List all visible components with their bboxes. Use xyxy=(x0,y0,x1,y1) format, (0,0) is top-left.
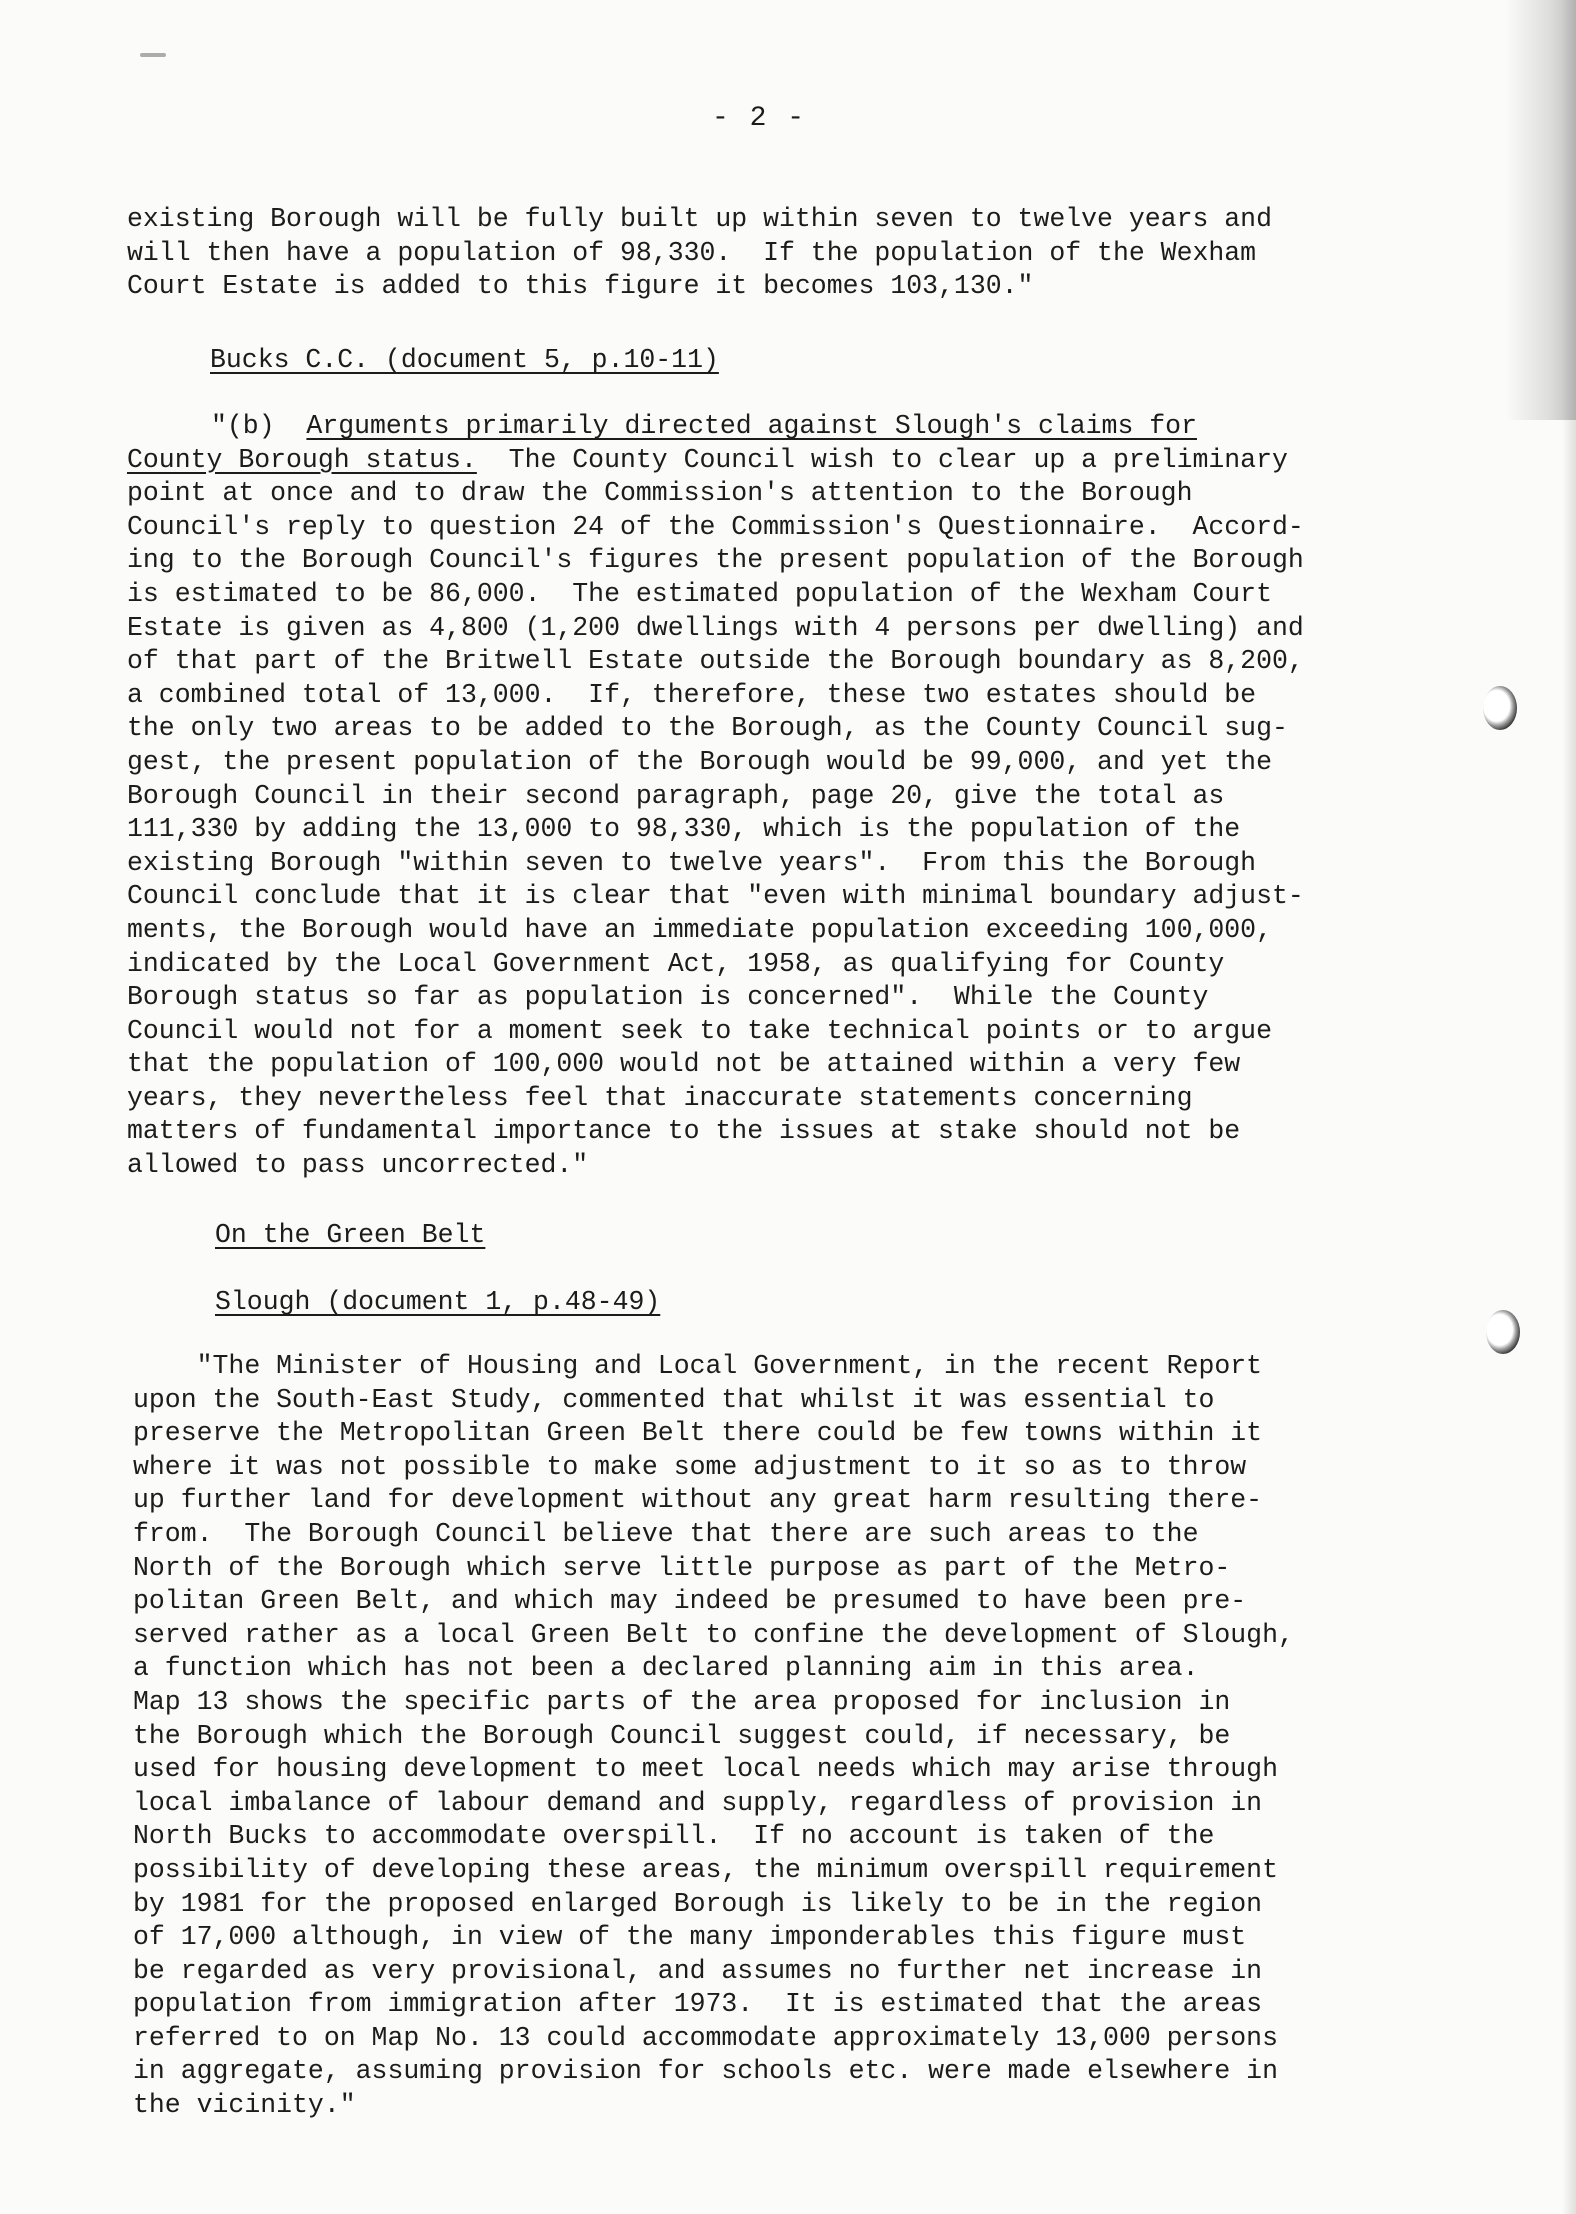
underlined-argument-title: Arguments primarily directed against Slough's claims for xyxy=(306,411,1197,441)
text-line: is estimated to be 86,000. The estimated population of the Wexham Court xyxy=(127,578,1272,609)
text-line: existing Borough "within seven to twelve years". From this the Borough xyxy=(127,847,1257,878)
text-line: allowed to pass uncorrected." xyxy=(127,1150,589,1181)
text-line: that the population of 100,000 would not be attained within a very few xyxy=(127,1049,1241,1080)
text-line: Borough status so far as population is concerned". While the County xyxy=(127,982,1209,1013)
text-line: a combined total of 13,000. If, therefore, these two estates should be xyxy=(127,679,1257,710)
ink-mark xyxy=(140,53,166,57)
underlined-status-phrase: County Borough status. xyxy=(127,444,477,475)
text-line: from. The Borough Council believe that there are such areas to the xyxy=(133,1518,1199,1549)
text-line: served rather as a local Green Belt to confine the development of Slough, xyxy=(133,1619,1294,1650)
slough-heading: Slough (document 1, p.48-49) xyxy=(215,1287,661,1317)
text-line: a function which has not been a declared planning aim in this area. xyxy=(133,1653,1199,1684)
text-line: point at once and to draw the Commission's attention to the Borough xyxy=(127,478,1193,509)
text-line: Council conclude that it is clear that "even with minimal boundary adjust- xyxy=(127,881,1304,912)
quote-line xyxy=(127,444,1304,478)
text-line: Map 13 shows the specific parts of the area proposed for inclusion in xyxy=(133,1686,1231,1717)
bucks-cc-heading: Bucks C.C. (document 5, p.10-11) xyxy=(210,345,719,375)
text-line: used for housing development to meet local needs which may arise through xyxy=(133,1754,1278,1785)
text-line: years, they nevertheless feel that inaccurate statements concerning xyxy=(127,1082,1193,1113)
text-line: politan Green Belt, and which may indeed be presumed to have been pre- xyxy=(133,1586,1247,1617)
quote-line-rest: The County Council wish to clear up a preliminary xyxy=(476,444,1288,475)
text-line: population from immigration after 1973. It is estimated that the areas xyxy=(133,1989,1263,2020)
bucks-cc-quote xyxy=(127,410,1304,1183)
text-line: up further land for development without any great harm resulting there- xyxy=(133,1485,1263,1516)
text-line: gest, the present population of the Borough would be 99,000, and yet the xyxy=(127,746,1272,777)
text-line: Council's reply to question 24 of the Commission's Questionnaire. Accord- xyxy=(127,511,1304,542)
text-line: be regarded as very provisional, and assumes no further net increase in xyxy=(133,1955,1263,1986)
text-line: 111,330 by adding the 13,000 to 98,330, which is the population of the xyxy=(127,814,1241,845)
text-line: of that part of the Britwell Estate outside the Borough boundary as 8,200, xyxy=(127,646,1304,677)
text-line: existing Borough will be fully built up within seven to twelve years and xyxy=(127,204,1272,234)
text-line: North Bucks to accommodate overspill. If no account is taken of the xyxy=(133,1821,1215,1852)
text-line: indicated by the Local Government Act, 1958, as qualifying for County xyxy=(127,948,1225,979)
text-line: the Borough which the Borough Council suggest could, if necessary, be xyxy=(133,1720,1231,1751)
text-line: of 17,000 although, in view of the many imponderables this figure must xyxy=(133,1922,1247,1953)
text-line: North of the Borough which serve little purpose as part of the Metro- xyxy=(133,1552,1231,1583)
quote-line xyxy=(127,410,1304,444)
punch-hole-icon xyxy=(1483,686,1517,730)
text-line: local imbalance of labour demand and supply, regardless of provision in xyxy=(133,1787,1263,1818)
quote-body xyxy=(127,477,1304,1182)
text-line: ing to the Borough Council's figures the present population of the Borough xyxy=(127,545,1304,576)
text-line: where it was not possible to make some adjustment to it so as to throw xyxy=(133,1451,1247,1482)
text-line: Court Estate is added to this figure it becomes 103,130." xyxy=(127,271,1034,302)
text-line: the only two areas to be added to the Borough, as the County Council sug- xyxy=(127,713,1288,744)
scan-corner-shadow xyxy=(1506,0,1576,420)
text-line: preserve the Metropolitan Green Belt there could be few towns within it xyxy=(133,1418,1263,1449)
text-line: possibility of developing these areas, the minimum overspill requirement xyxy=(133,1854,1278,1885)
intro-paragraph xyxy=(127,203,1272,304)
text-line: Council would not for a moment seek to take technical points or to argue xyxy=(127,1015,1272,1046)
text-line: the vicinity." xyxy=(133,2090,356,2121)
green-belt-heading: On the Green Belt xyxy=(215,1220,486,1250)
text-line: will then have a population of 98,330. If the population of the Wexham xyxy=(127,237,1257,268)
text-line: upon the South-East Study, commented that whilst it was essential to xyxy=(133,1384,1215,1415)
text-line: Borough Council in their second paragraph, page 20, give the total as xyxy=(127,780,1225,811)
text-line: matters of fundamental importance to the issues at stake should not be xyxy=(127,1116,1241,1147)
slough-quote xyxy=(133,1350,1294,2123)
page-number: - 2 - xyxy=(712,103,807,134)
text-line: in aggregate, assuming provision for schools etc. were made elsewhere in xyxy=(133,2056,1278,2087)
quote-prefix: "(b) xyxy=(211,411,307,441)
text-line: by 1981 for the proposed enlarged Borough is likely to be in the region xyxy=(133,1888,1263,1919)
text-line: ments, the Borough would have an immediate population exceeding 100,000, xyxy=(127,914,1272,945)
text-line: referred to on Map No. 13 could accommodate approximately 13,000 persons xyxy=(133,2022,1278,2053)
text-line: "The Minister of Housing and Local Government, in the recent Report xyxy=(133,1351,1263,1381)
punch-hole-icon xyxy=(1486,1310,1520,1354)
text-line: Estate is given as 4,800 (1,200 dwellings with 4 persons per dwelling) and xyxy=(127,612,1304,643)
